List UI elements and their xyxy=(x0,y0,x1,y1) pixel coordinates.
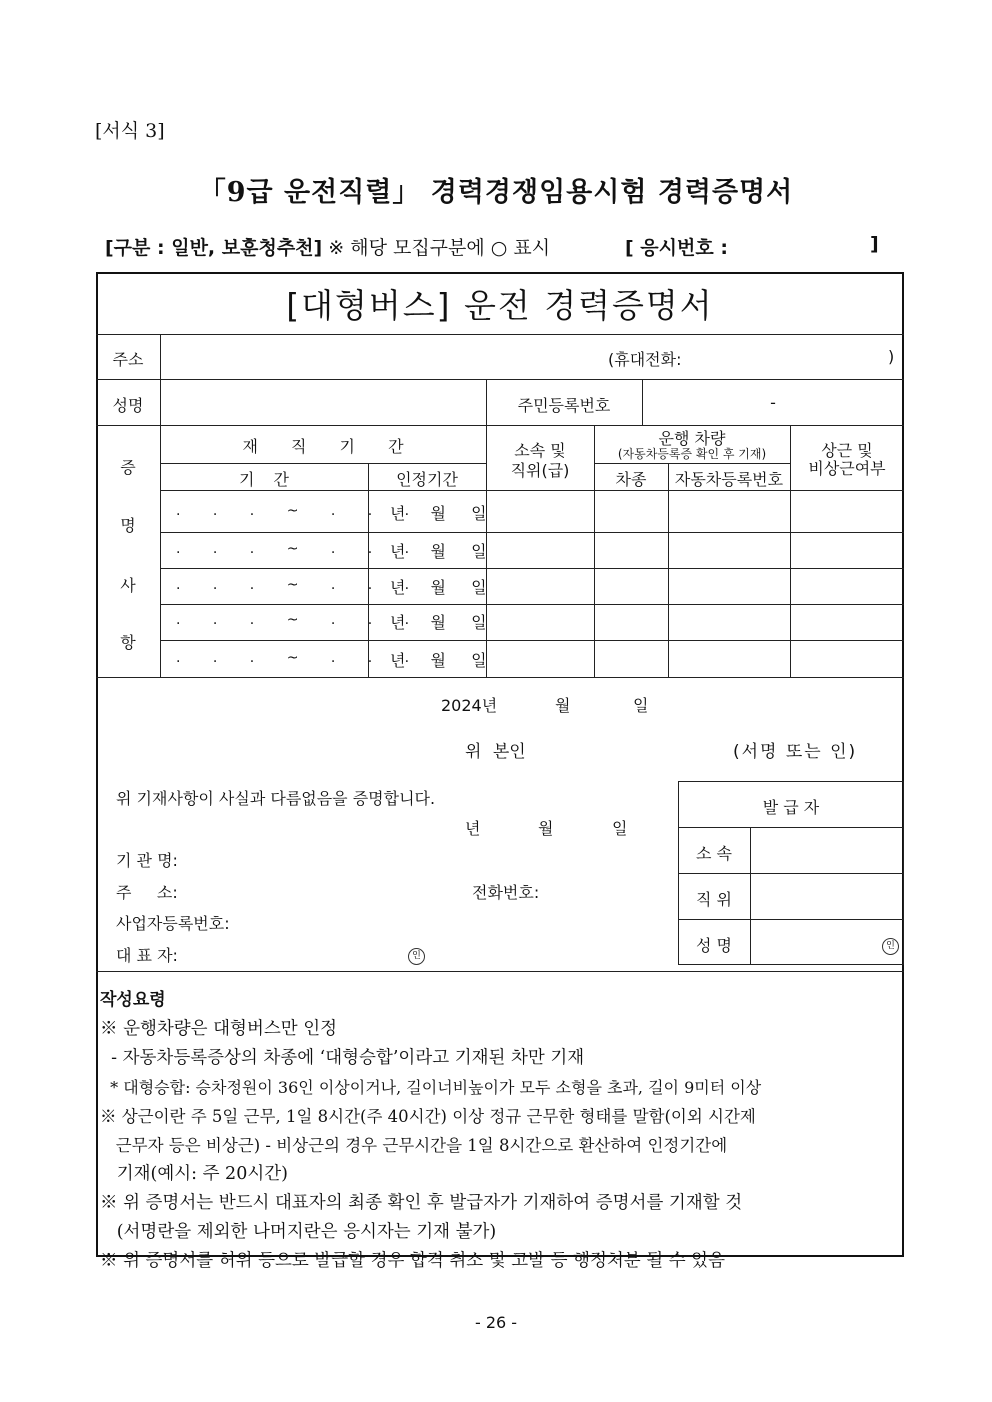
page-number: - 26 - xyxy=(474,1313,518,1332)
rrn-label: 주민등록번호 xyxy=(517,396,611,415)
guide-line-6: 기재(예시: 주 20시간) xyxy=(100,1164,288,1184)
row-5-period[interactable]: . . . ~ . . . xyxy=(176,650,424,666)
guide-line-7: ※ 위 증명서는 반드시 대표자의 최종 확인 후 발급자가 기재하여 증명서를 기재할 것 xyxy=(100,1193,743,1213)
issuer-day: 일 xyxy=(612,819,628,838)
applicant-year: 2024년 xyxy=(441,696,498,715)
category-note: ※ 해당 모집구분에 ○ 표시 xyxy=(328,237,551,259)
bizno-label: 사업자등록번호: xyxy=(116,914,230,933)
car-type-header: 차종 xyxy=(615,470,647,489)
side-label-2: 명 xyxy=(120,516,136,535)
vehicle-header: 운행 차량 xyxy=(658,429,726,448)
writing-guide xyxy=(100,986,900,1276)
car-reg-header: 자동차등록번호 xyxy=(674,470,784,489)
guide-line-2: - 자동차등록증상의 차종에 ‘대형승합’이라고 기재된 차만 기재 xyxy=(100,1048,585,1068)
issuer-phone-label: 전화번호: xyxy=(472,883,540,902)
applicant-self-label: 위 본인 xyxy=(465,742,526,762)
row-1-recognized[interactable]: 년 월 일 xyxy=(390,504,487,523)
seal-icon: 인 xyxy=(408,948,425,965)
row-3-recognized[interactable]: 년 월 일 xyxy=(390,578,487,597)
row-2-period[interactable]: . . . ~ . . . xyxy=(176,541,424,557)
representative-label: 대 표 자: xyxy=(116,946,178,965)
guide-heading: 작성요령 xyxy=(100,990,166,1010)
guide-line-3: * 대형승합: 승차정원이 36인 이상이거나, 길이너비높이가 모두 소형을 초과, 길이 9미터 이상 xyxy=(100,1078,762,1097)
issuer-box-title: 발 급 자 xyxy=(762,798,820,817)
issuer-box-name: 성 명 xyxy=(696,936,732,955)
issuer-box-seal xyxy=(882,933,899,955)
issuer-box-position: 직 위 xyxy=(696,890,732,909)
row-4-recognized[interactable]: 년 월 일 xyxy=(390,613,487,632)
address-label: 주소 xyxy=(112,350,144,369)
side-label-4: 항 xyxy=(120,633,136,652)
row-5-recognized[interactable]: 년 월 일 xyxy=(390,651,487,670)
guide-line-4: ※ 상근이란 주 5일 근무, 1일 8시간(주 40시간) 이상 정규 근무한 형태를 말함(이외 시간제 xyxy=(100,1107,756,1126)
row-1-period[interactable]: . . . ~ . . . xyxy=(176,503,424,519)
rrn-dash: - xyxy=(770,393,776,412)
phone-close: ) xyxy=(888,347,895,366)
form-number: [서식 3] xyxy=(95,120,165,142)
category-line xyxy=(105,233,895,260)
document-title: 「9급 운전직렬」 경력경쟁임용시험 경력증명서 xyxy=(198,177,794,208)
name-label: 성명 xyxy=(112,396,144,415)
period-header: 기 간 xyxy=(239,470,289,489)
issuer-month: 월 xyxy=(538,819,554,838)
exam-number-close: ] xyxy=(870,233,879,255)
fulltime-header-1: 상근 및 xyxy=(821,441,873,460)
applicant-sign-label: (서명 또는 인) xyxy=(733,742,858,762)
row-2-recognized[interactable]: 년 월 일 xyxy=(390,542,487,561)
certificate-title: [대형버스] 운전 경력증명서 xyxy=(286,286,714,325)
issuer-statement: 위 기재사항이 사실과 다름없음을 증명합니다. xyxy=(116,789,436,808)
issuer-box-dept: 소 속 xyxy=(696,844,732,863)
tenure-header: 재 직 기 간 xyxy=(242,437,404,456)
guide-line-1: ※ 운행차량은 대형버스만 인정 xyxy=(100,1019,338,1039)
seal-icon: 인 xyxy=(882,938,899,955)
row-4-period[interactable]: . . . ~ . . . xyxy=(176,612,424,628)
dept-header-1: 소속 및 xyxy=(514,441,566,460)
guide-line-9: ※ 위 증명서를 허위 등으로 발급할 경우 합격 취소 및 고발 등 행정처분 될 수 있음 xyxy=(100,1251,725,1271)
row-3-period[interactable]: . . . ~ . . . xyxy=(176,577,424,593)
org-label: 기 관 명: xyxy=(116,851,178,870)
fulltime-header-2: 비상근여부 xyxy=(808,459,886,478)
exam-number-label: [ 응시번호 : xyxy=(625,237,728,259)
side-label-3: 사 xyxy=(120,576,136,595)
representative-seal xyxy=(408,943,425,965)
guide-line-5: 근무자 등은 비상근) - 비상근의 경우 근무시간을 1일 8시간으로 환산하여 인정기간에 xyxy=(100,1136,728,1155)
vehicle-sub-header: (자동차등록증 확인 후 기재) xyxy=(617,447,767,461)
guide-line-8: (서명란을 제외한 나머지란은 응시자는 기재 불가) xyxy=(100,1222,497,1242)
category-label: [구분 : 일반, 보훈청추천] xyxy=(105,237,323,259)
recognized-header: 인정기간 xyxy=(396,470,458,489)
issuer-year: 년 xyxy=(465,819,481,838)
applicant-month: 월 xyxy=(555,696,571,715)
side-label-1: 증 xyxy=(120,458,136,477)
phone-label: (휴대전화: xyxy=(608,350,682,369)
dept-header-2: 직위(급) xyxy=(510,461,570,480)
applicant-day: 일 xyxy=(633,696,649,715)
issuer-address-label: 주 소: xyxy=(116,883,178,902)
